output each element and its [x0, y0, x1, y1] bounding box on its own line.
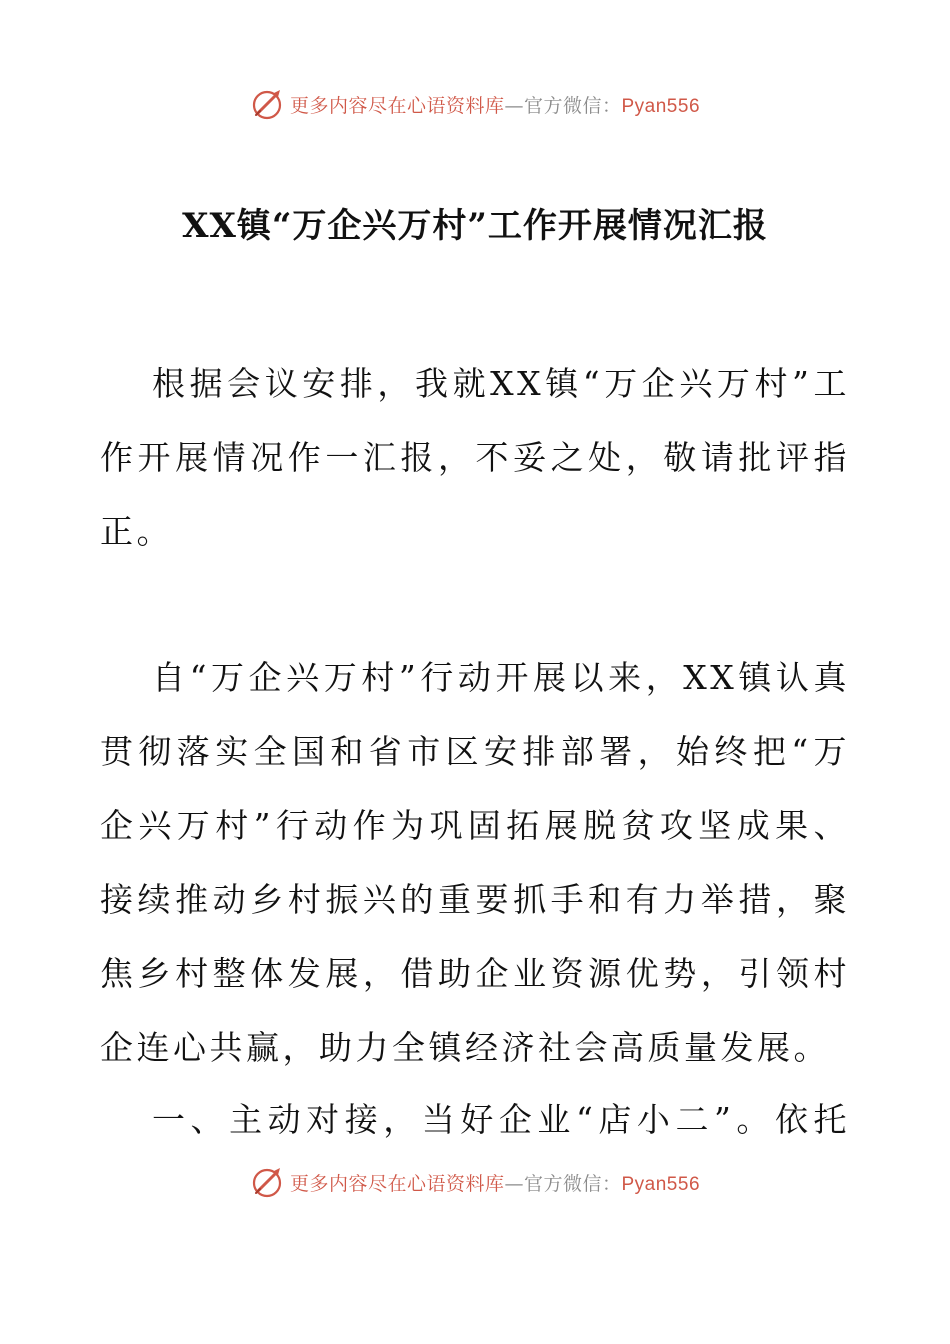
paragraph-intro: 根据会议安排，我就XX镇“万企兴万村”工作开展情况作一汇报，不妥之处，敬请批评指正。 [100, 364, 850, 551]
banner-separator: — [504, 94, 524, 117]
paragraph-section-one: 一、主动对接，当好企业“店小二”。依托 [152, 1100, 850, 1139]
footer-watermark-banner [0, 1160, 950, 1204]
banner-wechat-id: Pyan556 [621, 95, 701, 117]
pen-logo-icon [250, 1164, 286, 1200]
banner-sub-text: 官方微信： [523, 94, 622, 117]
banner-wechat-id: Pyan556 [621, 1173, 701, 1195]
banner-main-text: 更多内容尽在心语资料库 [289, 1172, 505, 1195]
banner-main-text: 更多内容尽在心语资料库 [289, 94, 505, 117]
pen-logo-icon [250, 86, 286, 122]
banner-separator: — [504, 1172, 524, 1195]
banner-sub-text: 官方微信： [523, 1172, 622, 1195]
document-title: XX镇“万企兴万村”工作开展情况汇报 [182, 206, 768, 246]
header-watermark-banner [0, 82, 950, 126]
paragraph-overview: 自“万企兴万村”行动开展以来，XX镇认真贯彻落实全国和省市区安排部署，始终把“万企兴万村”行动作为巩固拓展脱贫攻坚成果、接续推动乡村振兴的重要抓手和有力举措，聚焦乡村整体发展，借助企业资源优势，引领村企连心共赢，助力全镇经济社会高质量发展。 [100, 658, 850, 1067]
